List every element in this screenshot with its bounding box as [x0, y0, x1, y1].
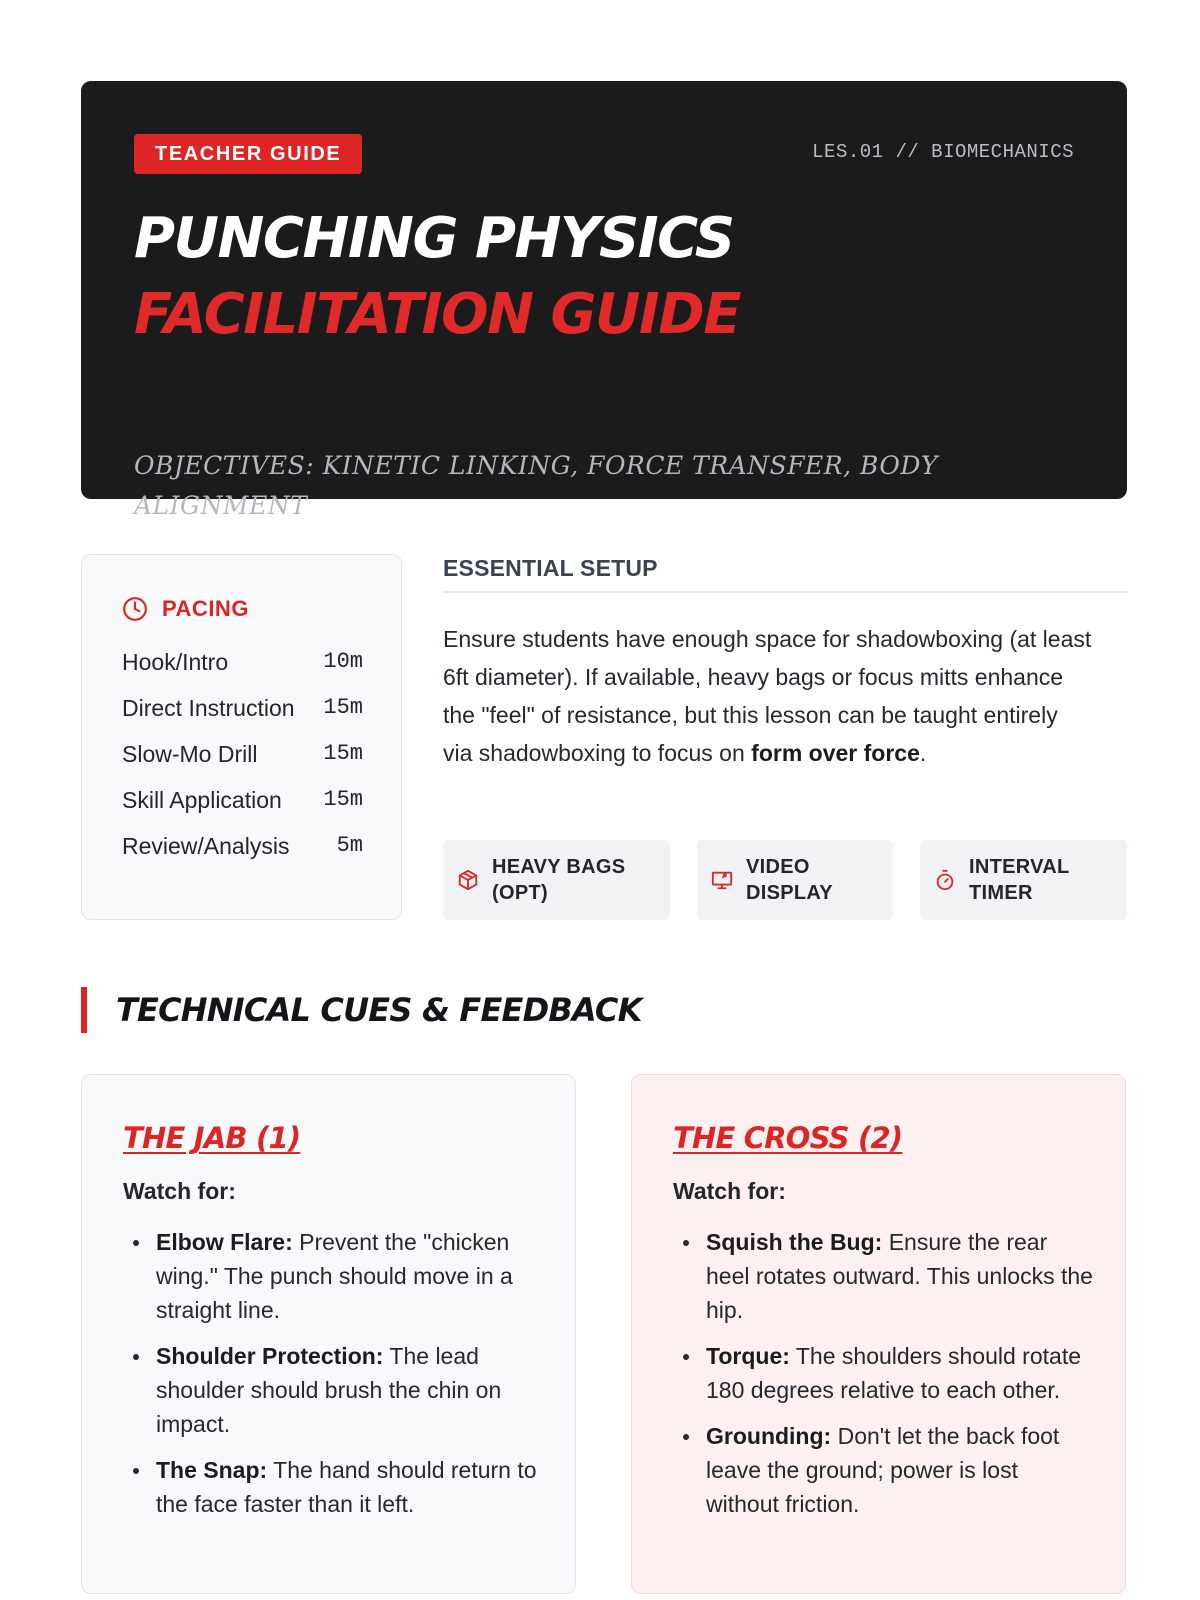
cue-term: Torque:: [706, 1343, 790, 1369]
cue-text: Ensure the rear heel rotates outward. This unlocks the hip.: [706, 1229, 1093, 1323]
list-item: [123, 1453, 543, 1521]
pacing-row: [122, 649, 363, 676]
pacing-label: PACING: [162, 596, 249, 621]
pacing-time: 10m: [323, 649, 363, 674]
watch-for-label: Watch for:: [123, 1178, 236, 1204]
page-title: [134, 201, 740, 353]
cue-text: The hand should return to the face faster than it left.: [156, 1457, 537, 1517]
equipment-label-line: VIDEO: [746, 856, 810, 878]
clock-icon: [122, 596, 148, 622]
equipment-label-line: INTERVAL: [969, 856, 1070, 878]
cue-text: Don't let the back foot leave the ground; power is lost without friction.: [706, 1423, 1060, 1517]
cue-term: Squish the Bug:: [706, 1229, 883, 1255]
pacing-row: [122, 787, 363, 814]
equipment-label-line: TIMER: [969, 882, 1033, 904]
pacing-time: 15m: [323, 695, 363, 720]
cue-card-title: THE JAB (1): [123, 1121, 301, 1155]
pacing-activity: Review/Analysis: [122, 833, 290, 859]
equipment-video-display: [697, 840, 893, 920]
teacher-guide-badge: TEACHER GUIDE: [134, 134, 362, 174]
equipment-label-line: DISPLAY: [746, 882, 833, 904]
pacing-heading: [122, 596, 249, 622]
equipment-label-line: (OPT): [492, 882, 548, 904]
pacing-time: 15m: [323, 741, 363, 766]
pacing-card: [81, 554, 402, 920]
cue-list: [123, 1225, 543, 1533]
cue-term: Grounding:: [706, 1423, 832, 1449]
cue-term: The Snap:: [156, 1457, 268, 1483]
setup-heading: ESSENTIAL SETUP: [443, 555, 1127, 593]
cue-term: Elbow Flare:: [156, 1229, 293, 1255]
title-line-1: PUNCHING PHYSICS: [134, 206, 734, 271]
equipment-label: [969, 854, 1070, 906]
list-item: [673, 1225, 1093, 1327]
jab-card: [81, 1074, 576, 1594]
cue-text: The shoulders should rotate 180 degrees relative to each other.: [706, 1343, 1081, 1403]
list-item: [123, 1225, 543, 1327]
list-item: [123, 1339, 543, 1441]
watch-for-label: Watch for:: [673, 1178, 786, 1204]
pacing-time: 5m: [336, 833, 363, 858]
list-item: [673, 1339, 1093, 1407]
pacing-row: [122, 741, 363, 768]
setup-text-before: Ensure students have enough space for shadowboxing (at least 6ft diameter). If available, heavy bags or focus mitts enhance the "feel" of resistance, but this lesson can be taught entirely via shadowboxing to focus on: [443, 626, 1092, 766]
setup-text-after: .: [919, 740, 927, 766]
pacing-row: [122, 695, 363, 722]
pacing-activity: Slow-Mo Drill: [122, 741, 258, 767]
cue-term: Shoulder Protection:: [156, 1343, 384, 1369]
setup-text-bold: form over force: [751, 740, 920, 766]
cue-text: The lead shoulder should brush the chin on impact.: [156, 1343, 502, 1437]
pacing-time: 15m: [323, 787, 363, 812]
pacing-activity: Skill Application: [122, 787, 282, 813]
equipment-label: [492, 854, 625, 906]
cross-card: [631, 1074, 1126, 1594]
pacing-row: [122, 833, 363, 860]
cue-card-title: THE CROSS (2): [673, 1121, 903, 1155]
header-banner: [81, 81, 1127, 520]
pacing-activity: Hook/Intro: [122, 649, 229, 675]
cue-text: Prevent the "chicken wing." The punch should move in a straight line.: [156, 1229, 513, 1323]
equipment-interval-timer: [920, 840, 1127, 920]
pacing-activity: Direct Instruction: [122, 695, 295, 721]
list-item: [673, 1419, 1093, 1521]
objectives-text: OBJECTIVES: KINETIC LINKING, FORCE TRANSFER, BODY ALIGNMENT: [134, 451, 938, 520]
setup-paragraph: [443, 620, 1093, 772]
title-line-2: FACILITATION GUIDE: [134, 282, 740, 347]
equipment-heavy-bags: [443, 840, 670, 920]
equipment-label-line: HEAVY BAGS: [492, 856, 626, 878]
stopwatch-icon: [934, 869, 956, 891]
lesson-code: LES.01 // BIOMECHANICS: [812, 141, 1074, 163]
box-icon: [457, 869, 479, 891]
cue-list: [673, 1225, 1093, 1533]
equipment-label: [746, 854, 833, 906]
section-title: TECHNICAL CUES & FEEDBACK: [81, 987, 642, 1033]
monitor-icon: [711, 869, 733, 891]
